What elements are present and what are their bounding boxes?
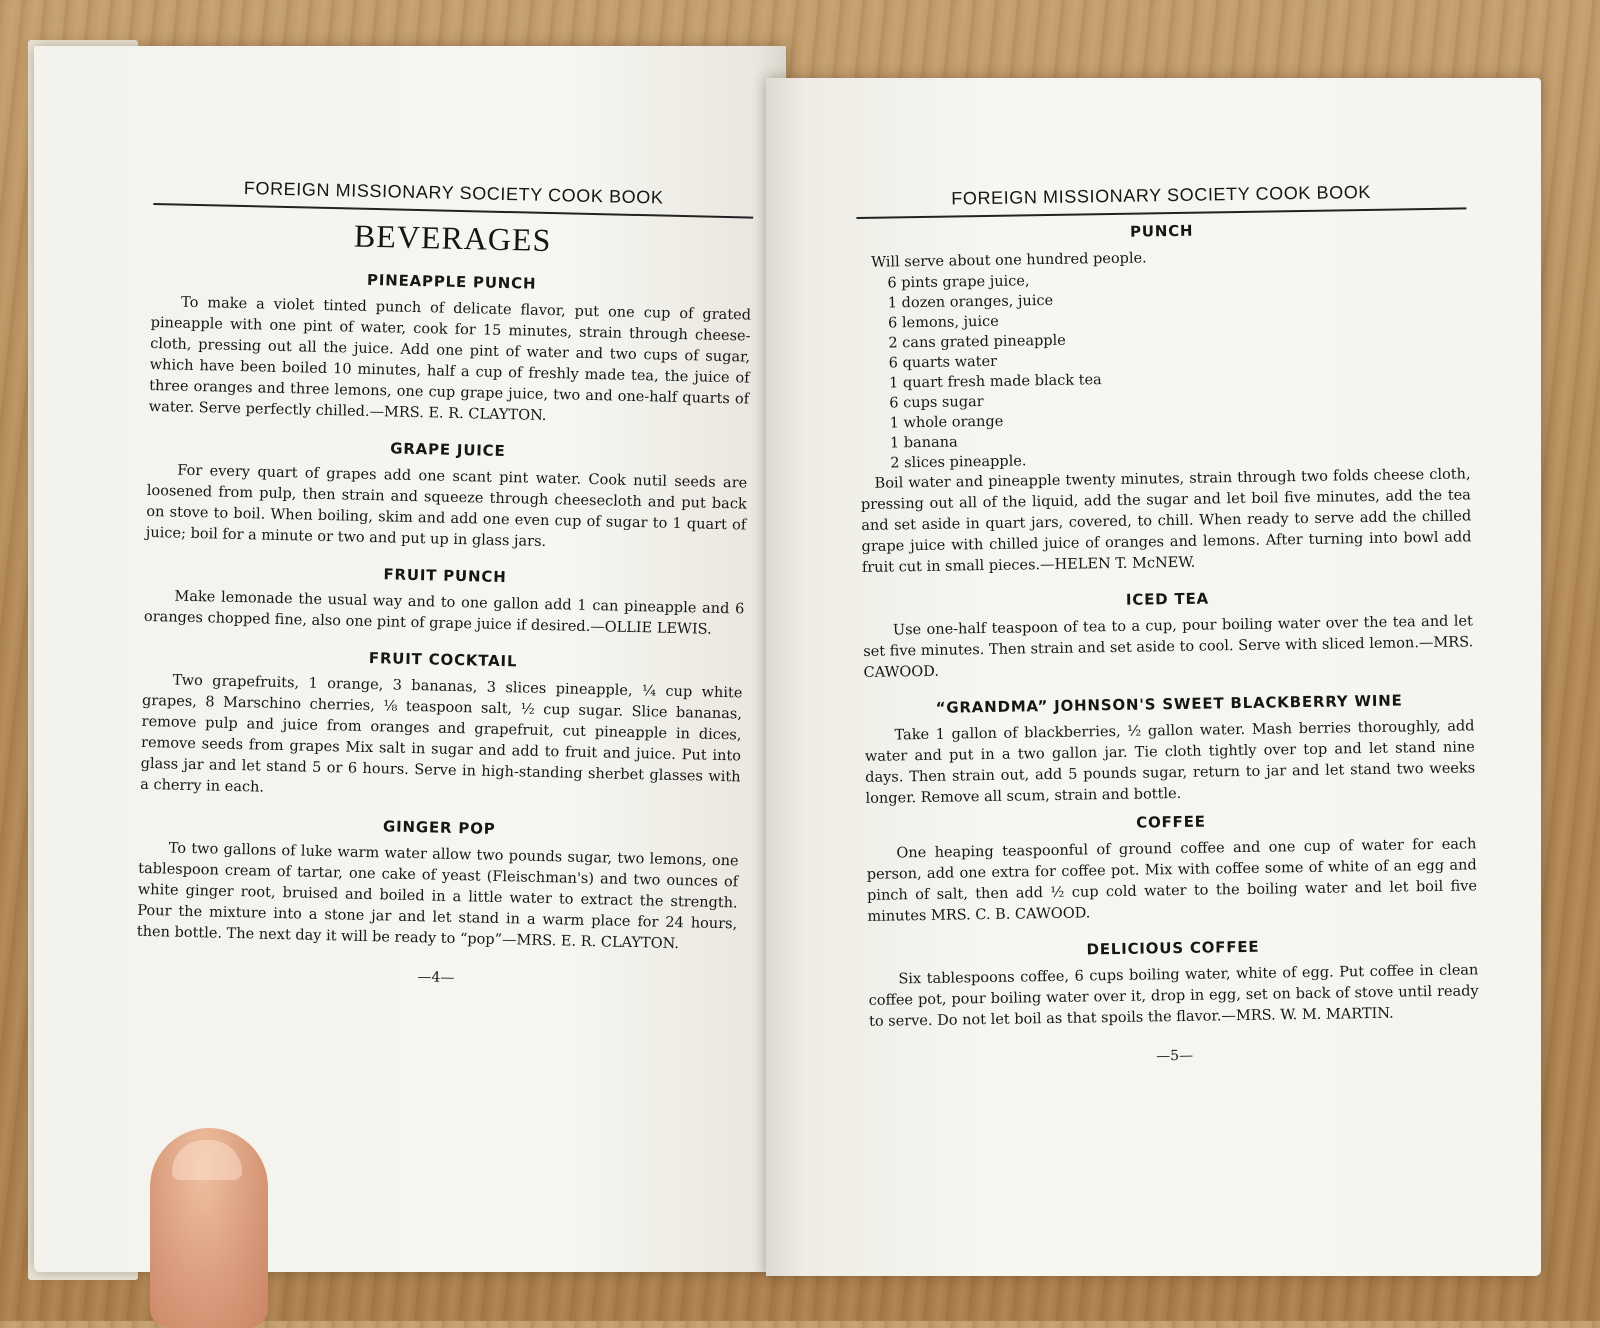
ingredient-item: 2 slices pineapple. [890, 453, 1027, 472]
recipe-title: DELICIOUS COFFEE [1086, 937, 1260, 959]
ingredient-item: 6 pints grape juice, [887, 273, 1030, 292]
ingredient-item: 6 lemons, juice [887, 313, 999, 332]
recipe-text: To make a violet tinted punch of delicate flavor, put one cup of grated pineapple with one pint of water, cook for 15 minutes, strain through cheese-cloth, pressing out all the juice. Add one pint of water and two cups of sugar, which have been boiled 10 minutes, half a cup of freshly made tea, the juice of three oranges and three lemons, one cup grape juice, two and one-half quarts of water. Serve perfectly chilled.—MRS. E. R. CLAYTON. [148, 294, 752, 424]
recipe-intro: Will serve about one hundred people. [871, 250, 1147, 271]
ingredient-item: 1 quart fresh made black tea [888, 372, 1102, 392]
recipe-fruit-cocktail [140, 644, 743, 810]
ingredient-list [857, 264, 1470, 474]
recipe-text: Take 1 gallon of blackberries, ½ gallon water. Mash berries thoroughly, add water and put in a two gallon jar. Tie cloth tightly over top and let stand nine days. Then strain out, add 5 pounds sugar, return to jar and let stand two weeks longer. Remove all scum, strain and bottle. [864, 718, 1476, 807]
ingredient-item: 1 banana [889, 434, 958, 452]
recipe-text: Six tablespoons coffee, 6 cups boiling water, white of egg. Put coffee in clean coffee pot, pour boiling water over it, drop in egg, set on back of stove until ready to serve. Do not let boil as that spoils the flavor.—MRS. W. M. MARTIN. [868, 962, 1479, 1030]
page-number: —4— [417, 969, 455, 987]
recipe-iced-tea [862, 585, 1473, 684]
recipe-title: FRUIT COCKTAIL [368, 649, 518, 671]
running-head: FOREIGN MISSIONARY SOCIETY COOK BOOK [153, 176, 754, 219]
running-head: FOREIGN MISSIONARY SOCIETY COOK BOOK [856, 180, 1466, 219]
recipe-blackberry-wine [864, 690, 1476, 810]
recipe-text: Make lemonade the usual way and to one gallon add 1 can pineapple and 6 oranges chopped fine, also one pint of grape juice if desired.—OLLIE LEWIS. [143, 588, 745, 638]
ingredient-item: 1 dozen oranges, juice [887, 292, 1054, 312]
recipe-text: To two gallons of luke warm water allow two pounds sugar, two lemons, one tablespoon cream of tartar, one cake of yeast (Fleischman's) and two ounces of white ginger root, bruised and boiled in a little water to extract the strength. Pour the mixture into a stone jar and let stand in a warm place for 24 hours, then bottle. The next day it will be ready to “pop”—MRS. E. R. CLAYTON. [136, 840, 739, 953]
recipe-pineapple-punch [149, 266, 752, 432]
recipe-grape-juice [146, 434, 748, 558]
right-page-content [856, 180, 1480, 1068]
recipe-title: GRAPE JUICE [390, 439, 506, 461]
recipe-title: FRUIT PUNCH [383, 565, 507, 587]
right-page [766, 78, 1541, 1276]
recipe-delicious-coffee [868, 934, 1479, 1033]
recipe-method: Boil water and pineapple twenty minutes, strain through two folds cheese cloth, pressing out all of the liquid, add the sugar and let boil five minutes, add the tea and set aside in quart jars, covered, to chill. When ready to serve add the chilled grape juice with chilled juice of oranges and lemons. After turning into bowl add fruit cut in small pieces.—HELEN T. McNEW. [860, 466, 1472, 576]
recipe-title: COFFEE [1136, 812, 1206, 832]
recipe-title: GINGER POP [382, 817, 496, 838]
recipe-punch [857, 217, 1472, 579]
section-title: BEVERAGES [353, 217, 552, 259]
recipe-text: For every quart of grapes add one scant pint water. Cook nutil seeds are loosened from pulp, then strain and squeeze through cheesecloth and put back on stove to boil. When boiling, skim and add one even cup of sugar to 1 quart of juice; boil for a minute or two and put up in glass jars. [145, 462, 748, 550]
page-number: —5— [1156, 1047, 1194, 1065]
ingredient-item: 2 cans grated pineapple [888, 332, 1066, 352]
recipe-text: Two grapefruits, 1 orange, 3 bananas, 3 slices pineapple, ¼ cup white grapes, 8 Marschino cherries, ⅛ teaspoon salt, ½ cup sugar. Slice bananas, remove pulp and juice from oranges and grapefruit, cut pineapple in dices, remove seeds from grapes Mix salt in sugar and add to fruit and juice. Put into glass jar and let stand 5 or 6 hours. Serve in high-standing sherbet glasses with a cherry in each. [140, 672, 743, 796]
recipe-text: Use one-half teaspoon of tea to a cup, pour boiling water over the tea and let set five minutes. Then strain and set aside to cool. Serve with sliced lemon.—MRS. CAWOOD. [863, 613, 1474, 681]
recipe-title: PUNCH [1129, 221, 1194, 241]
recipe-coffee [866, 808, 1478, 928]
left-page [34, 46, 786, 1272]
recipe-fruit-punch [144, 560, 745, 642]
recipe-title: “GRANDMA” JOHNSON'S SWEET BLACKBERRY WINE [935, 691, 1403, 717]
left-page-content [136, 176, 754, 992]
recipe-ginger-pop [137, 812, 740, 957]
recipe-text: One heaping teaspoonful of ground coffee and one cup of water for each person, add one extra for coffee pot. Mix with coffee some of white of an egg and pinch of salt, then add ½ cup cold water to the boiling water and let boil five minutes MRS. C. B. CAWOOD. [866, 836, 1478, 925]
ingredient-item: 1 whole orange [889, 413, 1004, 432]
recipe-title: PINEAPPLE PUNCH [366, 270, 537, 293]
ingredient-item: 6 quarts water [888, 353, 998, 372]
ingredient-item: 6 cups sugar [889, 394, 984, 412]
recipe-title: ICED TEA [1125, 589, 1210, 609]
